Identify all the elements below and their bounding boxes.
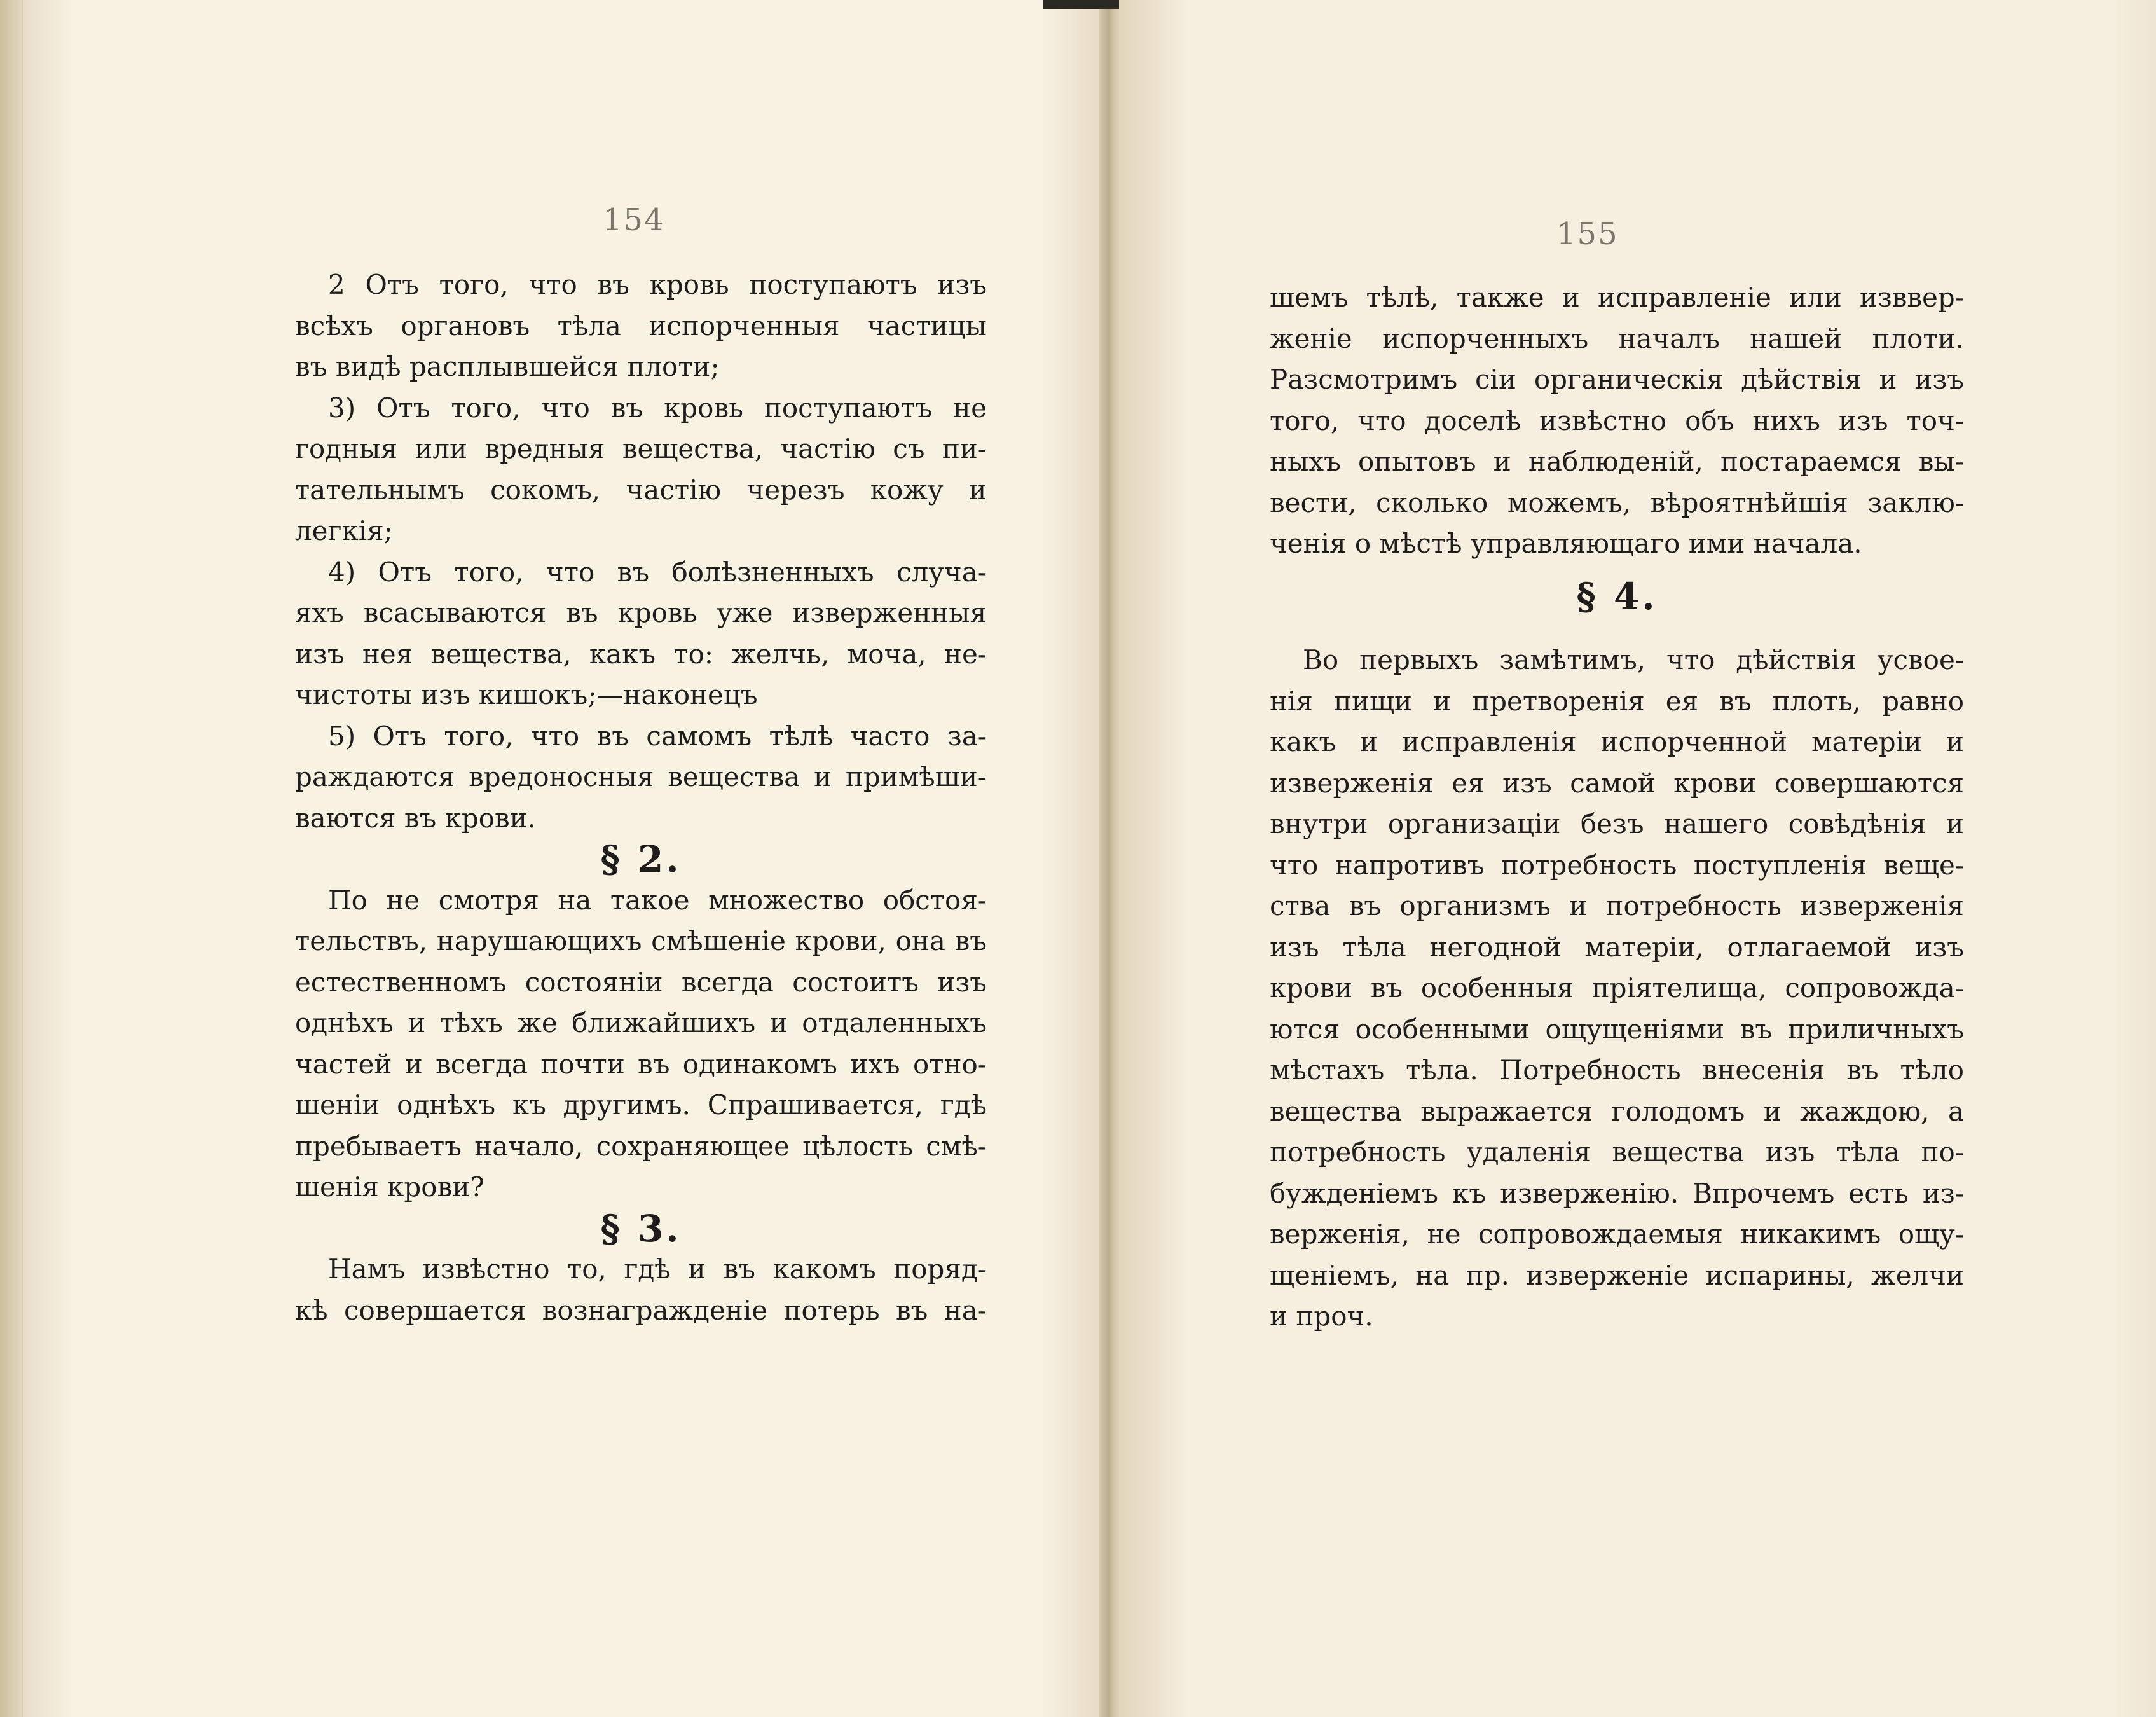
text-line: 4) Отъ того, что въ болѣзненныхъ случа- (328, 556, 987, 588)
right-page-text (1270, 277, 1964, 1337)
left-page-text (295, 265, 987, 1331)
text-line: что напротивъ потребность поступленія веще- (1270, 849, 1964, 881)
section-heading: § 4. (1576, 574, 1658, 618)
text-line: нія пищи и претворенія ея въ плоть, равно (1270, 685, 1964, 717)
text-line: раждаются вредоносныя вещества и примѣши- (295, 761, 987, 792)
text-line: 2 Отъ того, что въ кровь поступаютъ изъ (328, 269, 987, 300)
text-line: шенія крови? (295, 1171, 484, 1203)
text-line: изъ тѣла негодной матеріи, отлагаемой изъ (1270, 931, 1964, 963)
text-line: женіе испорченныхъ началъ нашей плоти. (1270, 322, 1964, 354)
text-line: ченія о мѣстѣ управляющаго ими начала. (1270, 528, 1862, 559)
text-line: ства въ организмъ и потребность изверженія (1270, 890, 1964, 921)
page-number: 154 (603, 202, 665, 238)
page-number: 155 (1556, 216, 1619, 252)
text-line: ваются въ крови. (295, 802, 536, 834)
text-line: Во первыхъ замѣтимъ, что дѣйствія усвое- (1303, 644, 1964, 675)
text-line: внутри организаціи безъ нашего совѣдѣнія и (1270, 808, 1964, 839)
text-line: вещества выражается голодомъ и жаждою, а (1270, 1095, 1964, 1127)
page-edge (0, 0, 22, 1717)
text-line: однѣхъ и тѣхъ же ближайшихъ и отдаленныхъ (295, 1007, 987, 1038)
text-line: частей и всегда почти въ одинакомъ ихъ отно- (295, 1048, 987, 1080)
text-line: тельствъ, нарушающихъ смѣшеніе крови, она въ (295, 925, 987, 956)
text-line: годныя или вредныя вещества, частію съ пи- (295, 433, 987, 464)
text-line: изъ нея вещества, какъ то: желчь, моча, не- (295, 638, 987, 670)
text-line: изверженія ея изъ самой крови совершаются (1270, 767, 1964, 799)
text-line: верженія, не сопровождаемыя никакимъ ощу- (1270, 1218, 1964, 1250)
text-line: и проч. (1270, 1300, 1373, 1332)
text-line: шемъ тѣлѣ, также и исправленіе или изввер- (1270, 282, 1964, 313)
text-line: крови въ особенныя пріятелища, сопровожда- (1270, 972, 1964, 1003)
text-line: ныхъ опытовъ и наблюденій, постараемся вы- (1270, 446, 1964, 477)
text-line: того, что доселѣ извѣстно объ нихъ изъ точ- (1270, 404, 1964, 436)
text-line: 5) Отъ того, что въ самомъ тѣлѣ часто за- (328, 720, 987, 752)
text-line: Намъ извѣстно то, гдѣ и въ какомъ поряд- (328, 1253, 987, 1285)
text-line: мѣстахъ тѣла. Потребность внесенія въ тѣло (1270, 1054, 1964, 1086)
text-line: естественномъ состояніи всегда состоитъ изъ (295, 966, 987, 998)
right-page (1119, 0, 2156, 1717)
text-line: ются особенными ощущеніями въ приличныхъ (1270, 1013, 1964, 1045)
text-line: чистоты изъ кишокъ;—наконецъ (295, 679, 758, 710)
text-line: яхъ всасываются въ кровь уже изверженныя (295, 597, 987, 628)
text-line: кѣ совершается вознагражденіе потерь въ на- (295, 1294, 987, 1326)
text-line: какъ и исправленія испорченной матеріи и (1270, 726, 1964, 757)
text-line: пребываетъ начало, сохраняющее цѣлость смѣ- (295, 1130, 987, 1162)
section-heading: § 2. (600, 838, 682, 881)
text-line: Разсмотримъ сіи органическія дѣйствія и изъ (1270, 364, 1964, 395)
text-line: 3) Отъ того, что въ кровь поступаютъ не (328, 392, 987, 424)
text-line: шеніи однѣхъ къ другимъ. Спрашивается, гдѣ (295, 1089, 987, 1121)
book-gutter (1099, 0, 1122, 1717)
text-line: По не смотря на такое множество обстоя- (328, 884, 987, 916)
section-heading: § 3. (600, 1206, 682, 1250)
text-line: всѣхъ органовъ тѣла испорченныя частицы (295, 310, 987, 341)
text-line: щеніемъ, на пр. изверженіе испарины, желчи (1270, 1259, 1964, 1291)
text-line: вести, сколько можемъ, вѣроятнѣйшія заклю- (1270, 486, 1964, 518)
text-line: бужденіемъ къ изверженію. Впрочемъ есть из- (1270, 1177, 1964, 1209)
left-page (22, 0, 1102, 1717)
text-line: легкія; (295, 515, 393, 546)
text-line: тательнымъ сокомъ, частію черезъ кожу и (295, 474, 987, 506)
text-line: потребность удаленія вещества изъ тѣла по- (1270, 1136, 1964, 1168)
text-line: въ видѣ расплывшейся плоти; (295, 351, 720, 382)
